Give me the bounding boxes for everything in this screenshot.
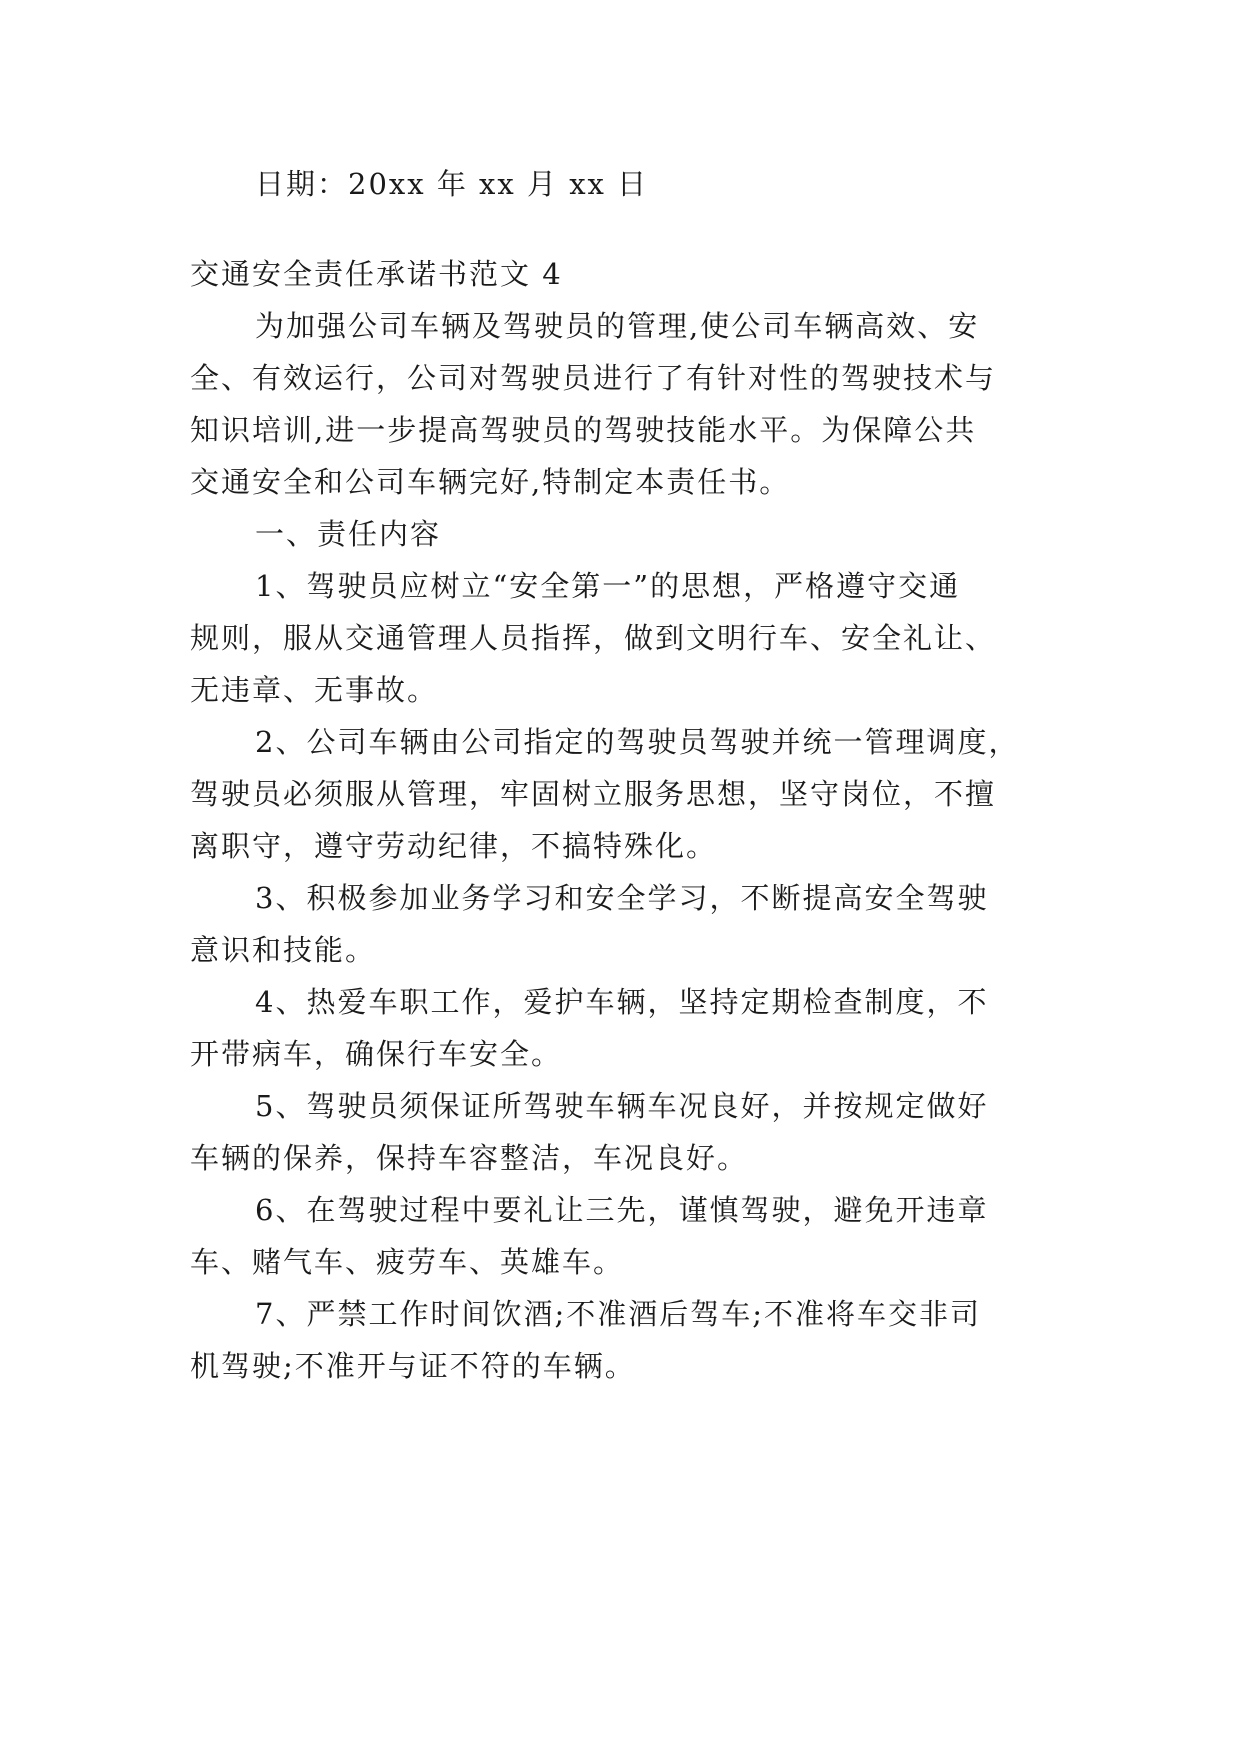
- intro-line: 知识培训,进一步提高驾驶员的驾驶技能水平。为保障公共: [190, 413, 977, 447]
- intro-line: 为加强公司车辆及驾驶员的管理,使公司车辆高效、安: [255, 309, 980, 343]
- item-1-line: 规则，服从交通管理人员指挥，做到文明行车、安全礼让、: [190, 621, 997, 655]
- item-2-line: 2、公司车辆由公司指定的驾驶员驾驶并统一管理调度，: [255, 725, 1020, 759]
- item-2-line: 离职守，遵守劳动纪律，不搞特殊化。: [190, 829, 718, 863]
- item-7-line: 7、严禁工作时间饮酒;不准酒后驾车;不准将车交非司: [255, 1297, 981, 1331]
- intro-line: 全、有效运行，公司对驾驶员进行了有针对性的驾驶技术与: [190, 361, 997, 395]
- item-1-line: 无违章、无事故。: [190, 673, 439, 707]
- item-5-line: 5、驾驶员须保证所驾驶车辆车况良好，并按规定做好: [255, 1089, 989, 1123]
- item-6-line: 车、赌气车、疲劳车、英雄车。: [190, 1245, 625, 1279]
- item-5-line: 车辆的保养，保持车容整洁，车况良好。: [190, 1141, 749, 1175]
- intro-line: 交通安全和公司车辆完好,特制定本责任书。: [190, 465, 791, 499]
- item-4-line: 4、热爱车职工作，爱护车辆，坚持定期检查制度，不: [255, 985, 989, 1019]
- document-title: 交通安全责任承诺书范文 4: [190, 257, 563, 291]
- item-7-line: 机驾驶;不准开与证不符的车辆。: [190, 1349, 636, 1383]
- item-3-line: 3、积极参加业务学习和安全学习，不断提高安全驾驶: [255, 881, 989, 915]
- date-line: 日期：20xx 年 xx 月 xx 日: [255, 167, 649, 201]
- item-1-line: 1、驾驶员应树立“安全第一”的思想，严格遵守交通: [255, 569, 961, 603]
- item-3-line: 意识和技能。: [190, 933, 377, 967]
- section-heading: 一、责任内容: [255, 517, 442, 551]
- item-6-line: 6、在驾驶过程中要礼让三先，谨慎驾驶，避免开违章: [255, 1193, 989, 1227]
- item-2-line: 驾驶员必须服从管理，牢固树立服务思想，坚守岗位，不擅: [190, 777, 997, 811]
- item-4-line: 开带病车，确保行车安全。: [190, 1037, 563, 1071]
